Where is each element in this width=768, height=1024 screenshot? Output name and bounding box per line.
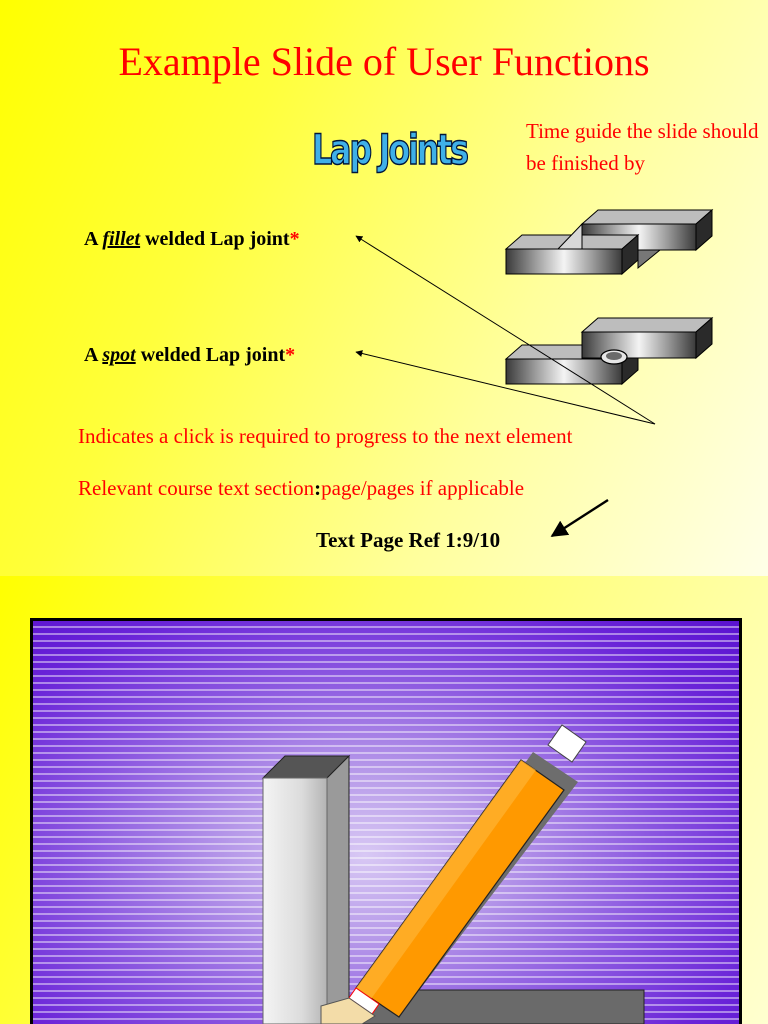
electrode-rod: [321, 725, 586, 1024]
fillet-prefix: A: [84, 228, 103, 250]
time-guide-note: Time guide the slide should be finished by: [526, 119, 759, 175]
fillet-emphasis: fillet: [102, 228, 141, 250]
course-note-after: page/pages if applicable: [321, 476, 525, 500]
spot-emphasis: spot: [102, 344, 136, 366]
spot-lap-joint-illustration: [506, 318, 712, 384]
slide-title: Example Slide of User Functions: [118, 39, 650, 84]
click-marker[interactable]: *: [289, 228, 300, 250]
vertical-plate: [263, 756, 349, 1024]
welding-rod-illustration: [0, 576, 768, 1024]
spot-prefix: A: [84, 344, 103, 366]
text-ref-arrow: [552, 500, 608, 536]
fillet-suffix: welded Lap joint: [140, 228, 290, 250]
click-marker[interactable]: *: [285, 344, 296, 366]
spot-suffix: welded Lap joint: [135, 344, 286, 366]
text-page-reference: Text Page Ref 1:9/10: [316, 528, 501, 552]
slide-welding-illustration: [0, 576, 768, 1024]
course-note-colon: :: [314, 476, 322, 500]
course-note-before: Relevant course text section: [78, 476, 315, 500]
click-required-note: Indicates a click is required to progress to the next element: [78, 424, 573, 448]
lap-joints-heading: Lap Joints: [312, 125, 467, 174]
fillet-lap-joint-illustration: [506, 210, 712, 274]
